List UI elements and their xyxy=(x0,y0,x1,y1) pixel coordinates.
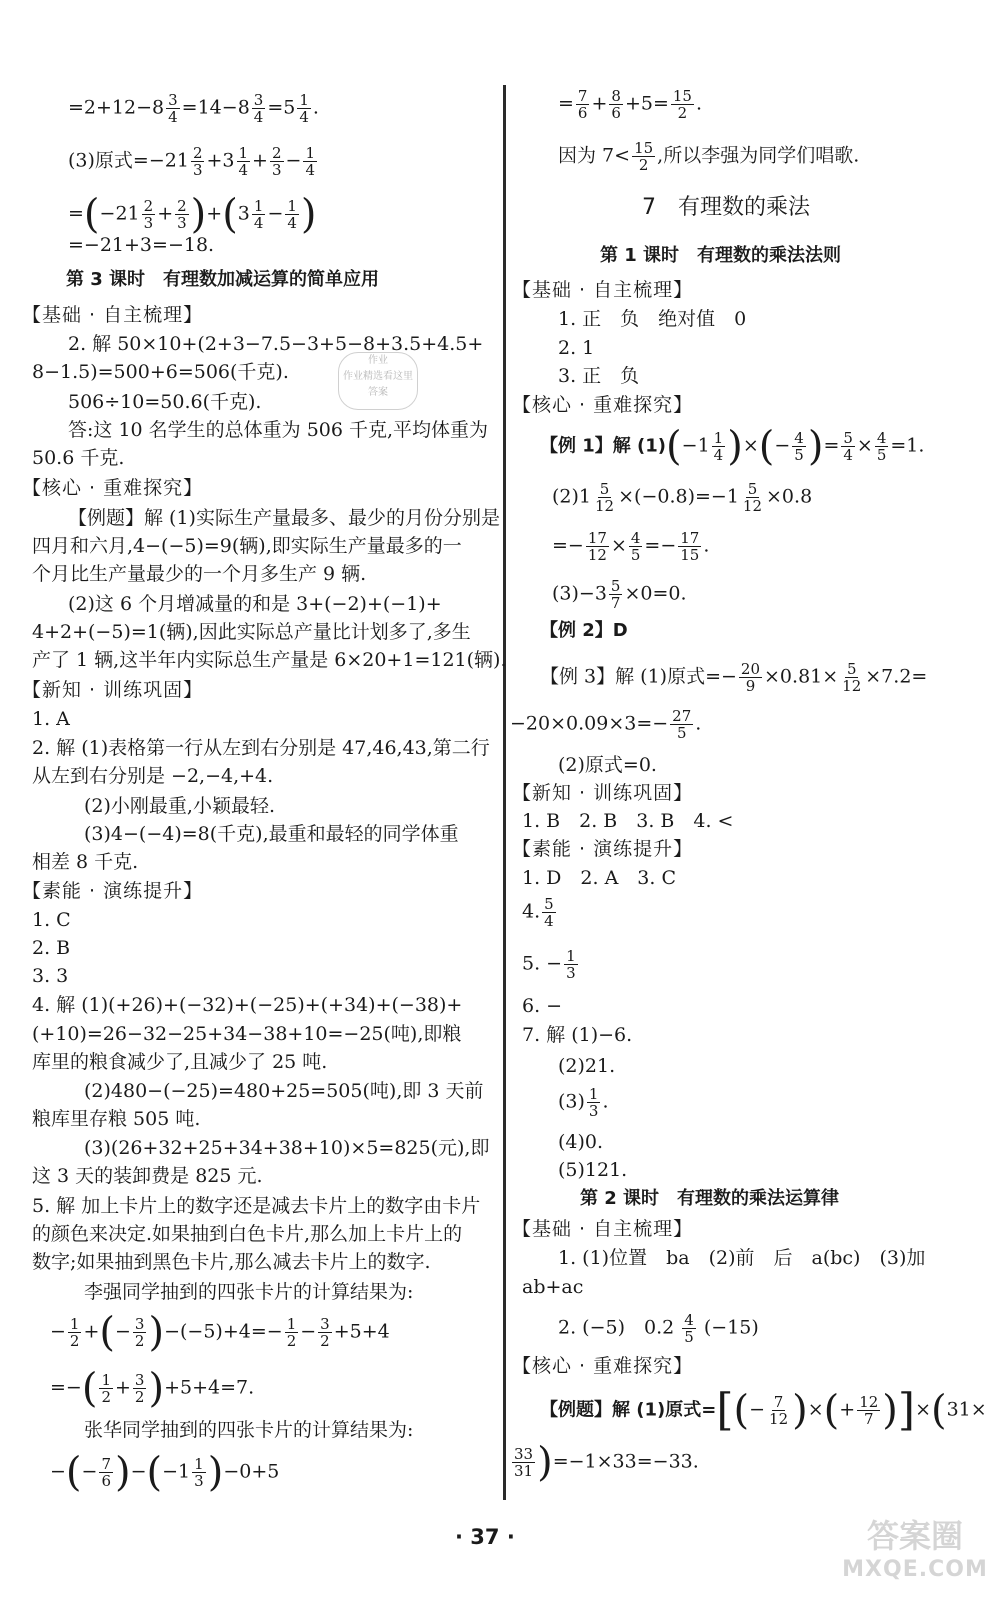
text: (3) xyxy=(558,1090,585,1113)
fraction: $\frac{1}{4}$ xyxy=(253,197,264,232)
answer-line: 506÷10=50.6(千克). xyxy=(68,391,262,413)
answer-line: 数字;如果抽到黑色卡片,那么减去卡片上的数字. xyxy=(32,1251,431,1273)
fraction: $\frac{2}{3}$ xyxy=(177,197,187,232)
section-header-basic: 【基础 · 自主梳理】 xyxy=(22,304,204,326)
answer-line: 6. − xyxy=(522,995,563,1017)
paren-close: ) xyxy=(148,1365,165,1412)
answer-line: (2)480−(−25)=480+25=505(吨),即 3 天前 xyxy=(84,1080,484,1102)
fraction: $\frac{12}{7}$ xyxy=(859,1393,879,1428)
calc-line xyxy=(50,1309,390,1356)
text: +3 xyxy=(206,149,235,172)
paren-close: ) xyxy=(190,191,207,238)
text: − xyxy=(285,149,302,172)
fraction: $\frac{15}{2}$ xyxy=(672,87,692,122)
text: 因为 7< xyxy=(558,144,631,167)
paren-open: ( xyxy=(758,423,775,470)
text: −0+5 xyxy=(223,1460,280,1483)
answer-line: 2. B xyxy=(32,937,71,959)
answer-line: (2)小刚最重,小颖最轻. xyxy=(84,795,275,817)
text: − xyxy=(749,1398,766,1421)
answer-line: 个月比生产量最少的一个月多生产 9 辆. xyxy=(32,563,367,585)
answer-line: 1. C xyxy=(32,909,71,931)
fraction: $\frac{1}{4}$ xyxy=(305,144,315,179)
fraction: $\frac{1}{4}$ xyxy=(299,91,309,126)
text: =1. xyxy=(890,434,925,457)
calc-line xyxy=(522,88,702,121)
answer-line: 库里的粮食减少了,且减少了 25 吨. xyxy=(32,1051,328,1073)
paren-close: ) xyxy=(148,1309,165,1356)
watermark-text: MXQE.COM xyxy=(842,1557,988,1582)
text: −(−5)+4=− xyxy=(164,1320,283,1343)
site-watermark-logo xyxy=(840,1516,990,1594)
answer-line: 粮库里存粮 505 吨. xyxy=(32,1108,201,1130)
paren-open: ( xyxy=(65,1449,82,1496)
answer-line: 4+2+(−5)=1(辆),因此实际总产量比计划多了,多生 xyxy=(32,621,471,643)
lesson-title: 第 3 课时 有理数加减运算的简单应用 xyxy=(66,269,380,290)
paren-close: ) xyxy=(792,1387,808,1434)
text: +5+4 xyxy=(333,1320,390,1343)
stamp-text: 作业精选看这里 xyxy=(343,371,413,382)
calc-line xyxy=(552,578,687,611)
paren-open: ( xyxy=(81,1365,98,1412)
answer-line: 2. 1 xyxy=(558,337,595,359)
section-header-core: 【核心 · 重难探究】 xyxy=(512,394,694,416)
answer-line: 8−1.5)=500+6=506(千克). xyxy=(32,361,289,383)
answer-line: 张华同学抽到的四张卡片的计算结果为: xyxy=(84,1419,414,1441)
fraction: $\frac{1}{4}$ xyxy=(238,144,249,179)
answer-line: 2. 解 (1)表格第一行从左到右分别是 47,46,43,第二行 xyxy=(32,737,490,759)
text: =− xyxy=(50,1376,82,1399)
answer-line: (2)原式=0. xyxy=(558,754,657,776)
text: 3 xyxy=(237,202,250,225)
text: + xyxy=(591,92,608,115)
text: −20×0.09×3=− xyxy=(510,712,669,735)
paren-close: ) xyxy=(115,1449,131,1496)
section-header-new: 【新知 · 训练巩固】 xyxy=(22,679,204,701)
fraction: $\frac{3}{4}$ xyxy=(168,91,178,126)
example-label: 【例 1】解 (1) xyxy=(540,435,667,457)
text: ×0.81× xyxy=(764,665,839,688)
answer-line: 50.6 千克. xyxy=(32,447,125,469)
fraction: $\frac{17}{12}$ xyxy=(587,529,607,564)
fraction: $\frac{2}{3}$ xyxy=(271,144,282,179)
text: − xyxy=(50,1460,66,1483)
calc-line xyxy=(50,1365,255,1412)
lesson-title: 第 2 课时 有理数的乘法运算律 xyxy=(580,1188,840,1209)
text: = xyxy=(558,92,574,115)
text: . xyxy=(695,712,702,735)
section-header-ability: 【素能 · 演练提升】 xyxy=(22,880,204,902)
answer-line: 3. 3 xyxy=(32,965,69,987)
text: − xyxy=(81,1460,98,1483)
fraction: $\frac{33}{31}$ xyxy=(514,1445,534,1480)
text: + xyxy=(157,202,174,225)
answer-line: 5. 解 加上卡片上的数字还是减去卡片上的数字由卡片 xyxy=(32,1195,481,1217)
calc-line xyxy=(552,481,812,514)
fraction: $\frac{1}{2}$ xyxy=(69,1315,80,1350)
fraction: $\frac{5}{12}$ xyxy=(842,660,862,695)
answer-line: 1. D 2. A 3. C xyxy=(522,867,676,889)
text: +5= xyxy=(624,92,669,115)
text: (2)1 xyxy=(552,485,592,508)
text: . xyxy=(602,1090,609,1113)
answer-line: (3)4−(−4)=8(千克),最重和最轻的同学体重 xyxy=(84,823,459,845)
fraction: $\frac{3}{2}$ xyxy=(320,1315,330,1350)
paren-close: ) xyxy=(882,1387,898,1434)
fraction: $\frac{1}{4}$ xyxy=(713,429,724,464)
fraction: $\frac{7}{12}$ xyxy=(769,1393,789,1428)
answer-line: 4. 解 (1)(+26)+(−32)+(−25)+(+34)+(−38)+ xyxy=(32,994,463,1016)
text: ×0=0. xyxy=(624,582,687,605)
fraction: $\frac{3}{2}$ xyxy=(134,1371,145,1406)
watermark-text: 答案圈 xyxy=(866,1517,963,1555)
text: × xyxy=(807,1398,824,1421)
answer-line: 产了 1 辆,这半年内实际总生产量是 6×20+1=121(辆). xyxy=(32,649,507,671)
calc-line xyxy=(510,1439,699,1486)
bracket-close: ] xyxy=(897,1384,916,1436)
calc-line xyxy=(522,948,580,981)
text: × xyxy=(610,534,627,557)
stamp-text: 作业 xyxy=(368,355,388,366)
section-header-core: 【核心 · 重难探究】 xyxy=(512,1355,694,1377)
fraction: $\frac{1}{2}$ xyxy=(286,1315,297,1350)
text: =5 xyxy=(267,96,296,119)
answer-line: 从左到右分别是 −2,−4,+4. xyxy=(32,765,274,787)
text: × xyxy=(856,434,873,457)
text: − xyxy=(130,1460,147,1483)
answer-line: 1. B 2. B 3. B 4. < xyxy=(522,810,734,832)
paren-close: ) xyxy=(727,423,743,470)
section-header-ability: 【素能 · 演练提升】 xyxy=(512,838,694,860)
text: = xyxy=(823,434,840,457)
text: ,所以李强为同学们唱歌. xyxy=(657,144,860,167)
calc-line xyxy=(50,1449,280,1496)
text: + xyxy=(839,1398,856,1421)
fraction: $\frac{7}{6}$ xyxy=(577,87,588,122)
text: =2+12−8 xyxy=(68,96,165,119)
fraction: $\frac{4}{5}$ xyxy=(630,529,641,564)
text: =− xyxy=(644,534,677,557)
text: + xyxy=(83,1320,100,1343)
text: 31× xyxy=(946,1398,987,1421)
fraction: $\frac{4}{5}$ xyxy=(684,1311,694,1346)
text: − xyxy=(267,202,284,225)
chapter-title: 7 有理数的乘法 xyxy=(642,195,810,220)
text: . xyxy=(695,92,703,115)
paren-close: ) xyxy=(537,1439,553,1486)
answer-line: ab+ac xyxy=(522,1276,584,1298)
paren-open: ( xyxy=(823,1387,840,1434)
text: − xyxy=(774,434,791,457)
paren-open: ( xyxy=(222,191,238,238)
text: =14−8 xyxy=(181,96,250,119)
fraction: $\frac{2}{3}$ xyxy=(192,144,203,179)
text: + xyxy=(252,149,268,172)
text: −21 xyxy=(99,202,140,225)
text: = xyxy=(68,202,84,225)
answer-line: (4)0. xyxy=(558,1131,604,1153)
paren-close: ) xyxy=(207,1449,224,1496)
calc-line xyxy=(510,708,701,741)
stamp-text: 答案 xyxy=(368,387,388,398)
fraction: $\frac{5}{12}$ xyxy=(742,480,763,515)
text: . xyxy=(703,534,710,557)
text: − xyxy=(115,1320,131,1343)
text: (3)−3 xyxy=(552,582,607,605)
section-header-new: 【新知 · 训练巩固】 xyxy=(512,782,694,804)
calc-line xyxy=(540,423,925,470)
calc-line xyxy=(540,661,927,694)
example-line: 【例 2】D xyxy=(540,620,628,641)
answer-line: (5)121. xyxy=(558,1159,628,1181)
paren-open: ( xyxy=(83,191,100,238)
text: − xyxy=(300,1320,317,1343)
answer-line: 相差 8 千克. xyxy=(32,851,139,873)
calc-line: =−21+3=−18. xyxy=(68,234,215,256)
fraction: $\frac{3}{2}$ xyxy=(134,1315,145,1350)
fraction: $\frac{8}{6}$ xyxy=(611,87,621,122)
fraction: $\frac{1}{3}$ xyxy=(588,1085,599,1120)
answer-line: (2)21. xyxy=(558,1055,616,1077)
paren-open: ( xyxy=(99,1309,115,1356)
text: (3)原式=−21 xyxy=(68,149,189,172)
stamp-mark xyxy=(338,352,418,410)
fraction: $\frac{4}{5}$ xyxy=(794,429,804,464)
calc-line xyxy=(552,530,709,563)
fraction: $\frac{27}{5}$ xyxy=(672,707,692,742)
text: −1 xyxy=(162,1460,191,1483)
text: 【例 3】解 (1)原式=− xyxy=(540,665,737,688)
text: × xyxy=(915,1398,931,1421)
fraction: $\frac{3}{4}$ xyxy=(253,91,264,126)
fraction: $\frac{5}{4}$ xyxy=(843,429,853,464)
text: −1 xyxy=(681,434,710,457)
paren-open: ( xyxy=(666,423,682,470)
fraction: $\frac{5}{7}$ xyxy=(610,577,621,612)
fraction: $\frac{7}{6}$ xyxy=(101,1455,111,1490)
fraction: $\frac{2}{3}$ xyxy=(143,197,154,232)
text: =−1×33=−33. xyxy=(552,1450,699,1473)
text: 2. (−5) 0.2 xyxy=(558,1316,675,1339)
answer-line: 2. 解 50×10+(2+3−7.5−3+5−8+3.5+4.5+ xyxy=(68,333,484,355)
text: + xyxy=(206,202,223,225)
fraction: $\frac{5}{4}$ xyxy=(544,895,554,930)
page-number: · 37 · xyxy=(455,1525,515,1549)
fraction: $\frac{1}{3}$ xyxy=(566,947,576,982)
answer-line: 3. 正 负 xyxy=(558,365,640,387)
calc-line xyxy=(522,896,558,929)
answer-line: 1. (1)位置 ba (2)前 后 a(bc) (3)加 xyxy=(558,1247,926,1269)
text: =− xyxy=(552,534,584,557)
calc-line xyxy=(32,92,319,125)
example-label: 【例题】解 (1)原式= xyxy=(540,1399,717,1421)
answer-line: 7. 解 (1)−6. xyxy=(522,1024,633,1046)
calc-line xyxy=(522,1086,609,1119)
answer-line: (+10)=26−32−25+34−38+10=−25(吨),即粮 xyxy=(32,1023,462,1045)
text: ×(−0.8)=−1 xyxy=(618,485,739,508)
calc-line xyxy=(522,140,859,173)
answer-line: 这 3 天的装卸费是 825 元. xyxy=(32,1165,263,1187)
answer-line: 1. A xyxy=(32,708,70,730)
fraction: $\frac{15}{2}$ xyxy=(634,139,654,174)
calc-line xyxy=(522,1312,759,1345)
text: × xyxy=(742,434,759,457)
section-header-basic: 【基础 · 自主梳理】 xyxy=(512,279,694,301)
calc-line xyxy=(540,1384,987,1436)
fraction: $\frac{20}{9}$ xyxy=(740,660,761,695)
paren-open: ( xyxy=(733,1387,750,1434)
text: ×0.8 xyxy=(766,485,813,508)
fraction: $\frac{5}{12}$ xyxy=(595,480,615,515)
answer-line: (3)(26+32+25+34+38+10)×5=825(元),即 xyxy=(84,1137,490,1159)
text: 5. − xyxy=(522,952,563,975)
fraction: $\frac{1}{3}$ xyxy=(194,1455,204,1490)
answer-line: 【例题】解 (1)实际生产量最多、最少的月份分别是 xyxy=(68,507,500,529)
text: +5+4=7. xyxy=(164,1376,255,1399)
lesson-title: 第 1 课时 有理数的乘法法则 xyxy=(600,245,842,266)
answer-line: 答:这 10 名学生的总体重为 506 千克,平均体重为 xyxy=(68,419,489,441)
paren-open: ( xyxy=(930,1387,947,1434)
fraction: $\frac{4}{5}$ xyxy=(876,429,887,464)
answer-line: 的颜色来决定.如果抽到白色卡片,那么加上卡片上的 xyxy=(32,1223,463,1245)
text: . xyxy=(312,96,319,119)
answer-line: (2)这 6 个月增减量的和是 3+(−2)+(−1)+ xyxy=(68,593,442,615)
fraction: $\frac{1}{2}$ xyxy=(101,1371,111,1406)
paren-open: ( xyxy=(146,1449,163,1496)
answer-line: 1. 正 负 绝对值 0 xyxy=(558,308,747,330)
fraction: $\frac{17}{15}$ xyxy=(680,529,700,564)
section-header-core: 【核心 · 重难探究】 xyxy=(22,477,204,499)
answer-line: 李强同学抽到的四张卡片的计算结果为: xyxy=(84,1281,414,1303)
column-divider xyxy=(503,85,506,1500)
fraction: $\frac{1}{4}$ xyxy=(287,197,297,232)
text: 4. xyxy=(522,900,541,923)
calc-line xyxy=(32,191,317,238)
text: (−15) xyxy=(703,1316,759,1339)
answer-line: 四月和六月,4−(−5)=9(辆),即实际生产量最多的一 xyxy=(32,535,462,557)
text: + xyxy=(115,1376,131,1399)
section-header-basic: 【基础 · 自主梳理】 xyxy=(512,1218,694,1240)
paren-close: ) xyxy=(300,191,317,238)
text: − xyxy=(50,1320,66,1343)
paren-close: ) xyxy=(807,423,824,470)
calc-line xyxy=(32,145,319,178)
bracket-open: [ xyxy=(716,1384,734,1436)
text: ×7.2= xyxy=(865,665,928,688)
